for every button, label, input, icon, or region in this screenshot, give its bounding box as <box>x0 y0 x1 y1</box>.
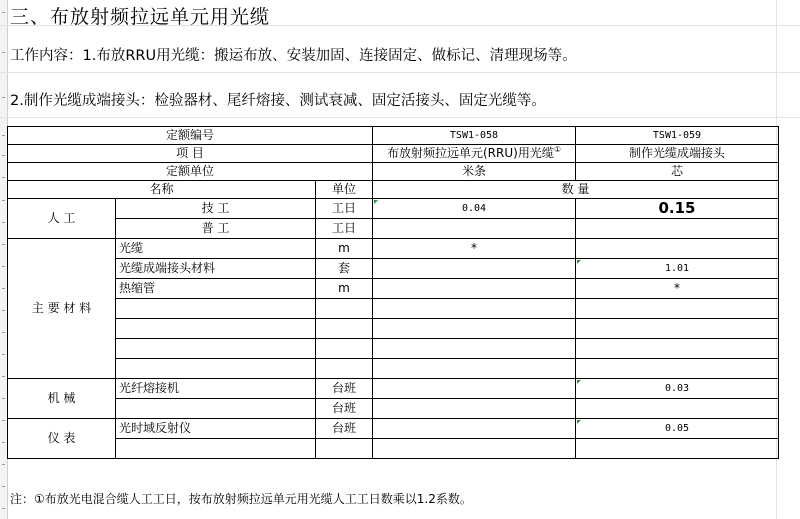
item-row <box>8 145 779 163</box>
fusion-splicer-col-2-value: 0.03 <box>664 383 690 394</box>
unit-header[interactable]: 单位 <box>316 181 373 199</box>
machine-blank-unit[interactable]: 台班 <box>316 399 373 419</box>
table-row <box>8 299 779 319</box>
fusion-splicer-col-1[interactable] <box>373 379 576 399</box>
footnote-mark: ① <box>553 145 561 154</box>
skilled-labor-col-2[interactable]: 0.15 <box>576 199 779 219</box>
empty-cell[interactable] <box>576 439 779 459</box>
name-header[interactable]: 名称 <box>8 181 316 199</box>
general-labor-col-1[interactable] <box>373 219 576 239</box>
quantity-header[interactable]: 数 量 <box>373 181 779 199</box>
empty-cell[interactable] <box>373 339 576 359</box>
table-row <box>8 279 779 299</box>
empty-cell[interactable] <box>116 319 316 339</box>
footnote: 注：①布放光电混合缆人工工日，按布放射频拉远单元用光缆人工工日数乘以1.2系数。 <box>10 492 472 506</box>
empty-cell[interactable] <box>316 339 373 359</box>
materials-group-label[interactable]: 主 要 材 料 <box>8 239 116 379</box>
work-content-line-1: 工作内容：1.布放RRU用光缆：搬运布放、安装加固、连接固定、做标记、清理现场等。 <box>10 48 577 64</box>
empty-cell[interactable] <box>373 359 576 379</box>
empty-cell[interactable] <box>373 319 576 339</box>
otdr-col-2-value: 0.05 <box>664 423 690 434</box>
empty-cell[interactable] <box>116 359 316 379</box>
otdr-col-1[interactable] <box>373 419 576 439</box>
machine-blank-col-1[interactable] <box>373 399 576 419</box>
empty-cell[interactable] <box>316 319 373 339</box>
empty-cell[interactable] <box>116 299 316 319</box>
terminal-material-name[interactable]: 光缆成端接头材料 <box>116 259 316 279</box>
section-heading: 三、布放射频拉远单元用光缆 <box>10 6 271 28</box>
item-col-1-text: 布放射频拉远单元(RRU)用光缆 <box>387 146 554 160</box>
empty-cell[interactable] <box>316 359 373 379</box>
cable-unit[interactable]: m <box>316 239 373 259</box>
fusion-splicer-unit[interactable]: 台班 <box>316 379 373 399</box>
heat-shrink-col-1[interactable] <box>373 279 576 299</box>
heat-shrink-name[interactable]: 热缩管 <box>116 279 316 299</box>
empty-cell[interactable] <box>116 339 316 359</box>
machine-blank-name[interactable] <box>116 399 316 419</box>
instruments-group-label[interactable]: 仪 表 <box>8 419 116 459</box>
terminal-material-col-1[interactable] <box>373 259 576 279</box>
machinery-group-label[interactable]: 机 械 <box>8 379 116 419</box>
item-col-2[interactable]: 制作光缆成端接头 <box>576 145 779 163</box>
empty-cell[interactable] <box>316 299 373 319</box>
table-row <box>8 379 779 399</box>
cable-col-1[interactable]: * <box>373 239 576 259</box>
quota-table <box>7 126 779 459</box>
item-col-1[interactable] <box>373 145 576 163</box>
quota-code-col-2[interactable]: TSW1-059 <box>576 127 779 145</box>
empty-cell[interactable] <box>576 339 779 359</box>
skilled-labor-name[interactable]: 技 工 <box>116 199 316 219</box>
labor-group-label[interactable]: 人 工 <box>8 199 116 239</box>
header-row <box>8 181 779 199</box>
empty-cell[interactable] <box>373 439 576 459</box>
table-row <box>8 319 779 339</box>
general-labor-col-2[interactable] <box>576 219 779 239</box>
general-labor-unit[interactable]: 工日 <box>316 219 373 239</box>
empty-cell[interactable] <box>116 439 316 459</box>
otdr-unit[interactable]: 台班 <box>316 419 373 439</box>
table-row <box>8 219 779 239</box>
otdr-name[interactable]: 光时域反射仪 <box>116 419 316 439</box>
work-content-line-2: 2.制作光缆成端接头：检验器材、尾纤熔接、测试衰减、固定活接头、固定光缆等。 <box>10 93 546 109</box>
unit-row <box>8 163 779 181</box>
terminal-material-unit[interactable]: 套 <box>316 259 373 279</box>
quota-unit-col-2[interactable]: 芯 <box>576 163 779 181</box>
comment-marker <box>577 260 581 264</box>
cable-name[interactable]: 光缆 <box>116 239 316 259</box>
heat-shrink-col-2[interactable]: * <box>576 279 779 299</box>
cable-col-2[interactable] <box>576 239 779 259</box>
machine-blank-col-2[interactable] <box>576 399 779 419</box>
empty-cell[interactable] <box>373 299 576 319</box>
table-row <box>8 259 779 279</box>
table-row <box>8 359 779 379</box>
table-row <box>8 199 779 219</box>
general-labor-name[interactable]: 普 工 <box>116 219 316 239</box>
comment-marker <box>374 200 378 204</box>
table-row <box>8 439 779 459</box>
comment-marker <box>577 380 581 384</box>
terminal-material-col-2[interactable] <box>576 259 779 279</box>
table-row <box>8 399 779 419</box>
empty-cell[interactable] <box>576 299 779 319</box>
quota-code-col-1[interactable]: TSW1-058 <box>373 127 576 145</box>
empty-cell[interactable] <box>316 439 373 459</box>
comment-marker <box>577 420 581 424</box>
quota-code-row <box>8 127 779 145</box>
empty-cell[interactable] <box>576 319 779 339</box>
terminal-material-col-2-value: 1.01 <box>664 263 690 274</box>
heat-shrink-unit[interactable]: m <box>316 279 373 299</box>
quota-unit-col-1[interactable]: 米条 <box>373 163 576 181</box>
empty-cell[interactable] <box>576 359 779 379</box>
table-row <box>8 339 779 359</box>
quota-unit-label[interactable]: 定额单位 <box>8 163 373 181</box>
skilled-labor-col-1-value: 0.04 <box>461 203 487 214</box>
quota-code-label[interactable]: 定额编号 <box>8 127 373 145</box>
item-label[interactable]: 项 目 <box>8 145 373 163</box>
table-row <box>8 239 779 259</box>
skilled-labor-col-1[interactable] <box>373 199 576 219</box>
fusion-splicer-name[interactable]: 光纤熔接机 <box>116 379 316 399</box>
fusion-splicer-col-2[interactable] <box>576 379 779 399</box>
skilled-labor-unit[interactable]: 工日 <box>316 199 373 219</box>
table-row <box>8 419 779 439</box>
otdr-col-2[interactable] <box>576 419 779 439</box>
